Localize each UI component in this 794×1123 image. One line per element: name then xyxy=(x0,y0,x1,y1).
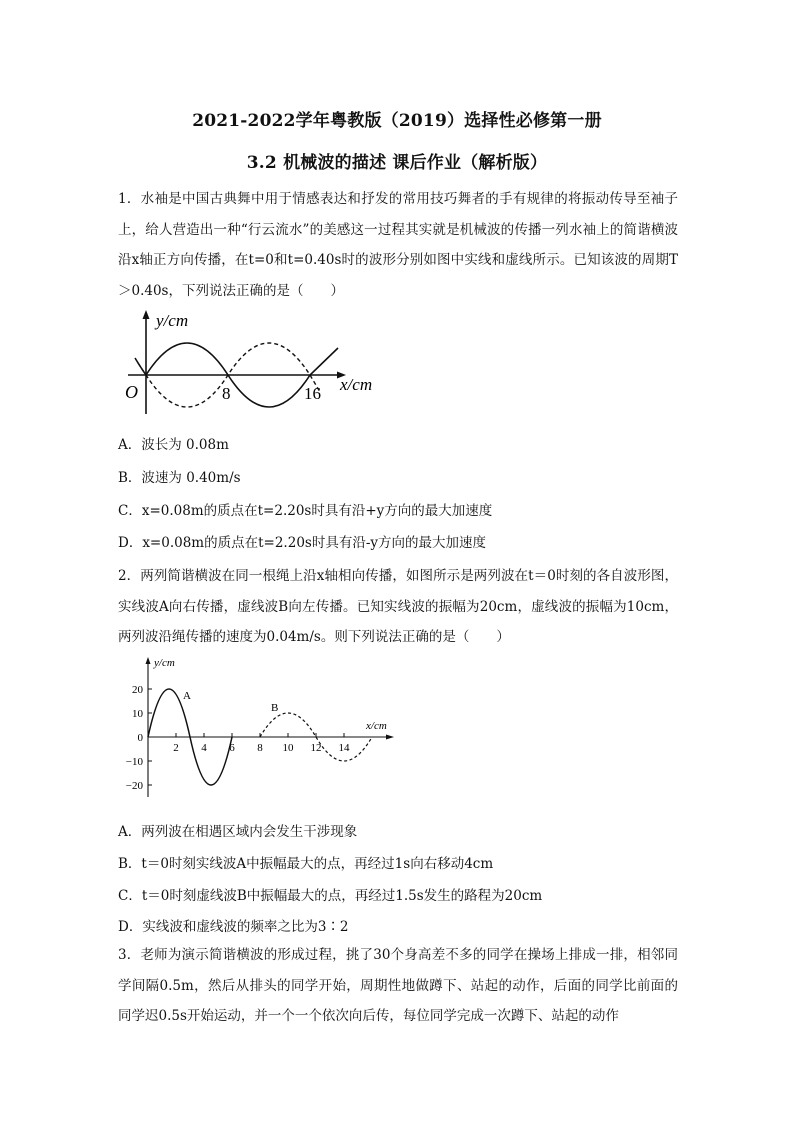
q2-y-tick-0: 0 xyxy=(137,732,143,744)
q2-x-tick-12: 12 xyxy=(310,742,322,754)
q1-option-b: B．波速为 0.40m/s xyxy=(118,470,241,486)
q2-x-tick-6: 6 xyxy=(229,742,235,754)
q2-x-tick-10: 10 xyxy=(282,742,294,754)
q2-option-b: B．t＝0时刻实线波A中振幅最大的点，再经过1s向右移动4cm xyxy=(118,856,494,872)
q2-y-tick-neg10: −10 xyxy=(125,756,143,768)
q1-tick-8: 8 xyxy=(222,384,231,403)
q2-x-axis-label: x/cm xyxy=(366,720,387,732)
q1-origin-label: O xyxy=(125,382,138,402)
q2-x-tick-14: 14 xyxy=(338,742,350,754)
q2-wave-b-label: B xyxy=(271,702,279,714)
q1-option-c: C．x=0.08m的质点在t=2.20s时具有沿+y方向的最大加速度 xyxy=(118,503,493,519)
question-2-figure xyxy=(118,654,403,799)
q2-option-a: A．两列波在相遇区域内会发生干涉现象 xyxy=(118,824,358,840)
q2-y-tick-neg20: −20 xyxy=(125,780,143,792)
question-1-figure xyxy=(118,306,388,418)
q2-y-tick-20: 20 xyxy=(132,684,143,696)
q1-tick-16: 16 xyxy=(304,384,321,403)
q2-option-d: D．实线波和虚线波的频率之比为3∶2 xyxy=(118,919,349,935)
q1-option-a: A．波长为 0.08m xyxy=(118,437,229,453)
document-title: 2021-2022学年粤教版（2019）选择性必修第一册 xyxy=(192,111,602,131)
q2-x-tick-2: 2 xyxy=(173,742,179,754)
q1-option-d: D．x=0.08m的质点在t=2.20s时具有沿-y方向的最大加速度 xyxy=(118,535,487,551)
question-1-stem: 1．水袖是中国古典舞中用于情感表达和抒发的常用技巧舞者的手有规律的将振动传导至袖子上，给人营造出一种“行云流水”的美感这一过程其实就是机械波的传播一列水袖上的简谐横波沿x轴正方向传播，在t=0和t=0.40s时的波形分别如图中实线和虚线所示。已知该波的周期T＞0.40s，下列说法正确的是（ ） xyxy=(118,191,678,299)
q2-x-tick-4: 4 xyxy=(201,742,207,754)
question-3-stem: 3．老师为演示简谐横波的形成过程，挑了30个身高差不多的同学在操场上排成一排，相邻同学间隔0.5m，然后从排头的同学开始，周期性地做蹲下、站起的动作，后面的同学比前面的同学迟0.5s开始运动，并一个一个依次向后传，每位同学完成一次蹲下、站起的动作 xyxy=(118,947,678,1024)
q2-y-axis-label: y/cm xyxy=(154,657,175,669)
question-2-stem: 2．两列简谐横波在同一根绳上沿x轴相向传播，如图所示是两列波在t＝0时刻的各自波形图，实线波A向右传播，虚线波B向左传播。已知实线波的振幅为20cm，虚线波的振幅为10cm，两列波沿绳传播的速度为0.04m/s。则下列说法正确的是（ ） xyxy=(118,568,678,645)
q2-wave-a-label: A xyxy=(183,690,191,702)
q2-x-tick-8: 8 xyxy=(257,742,263,754)
q2-y-tick-10: 10 xyxy=(132,708,143,720)
q2-option-c: C．t＝0时刻虚线波B中振幅最大的点，再经过1.5s发生的路程为20cm xyxy=(118,888,543,904)
q1-y-axis-label: y/cm xyxy=(156,311,189,330)
q1-x-axis-label: x/cm xyxy=(340,375,373,394)
document-subtitle: 3.2 机械波的描述 课后作业（解析版） xyxy=(246,153,548,173)
